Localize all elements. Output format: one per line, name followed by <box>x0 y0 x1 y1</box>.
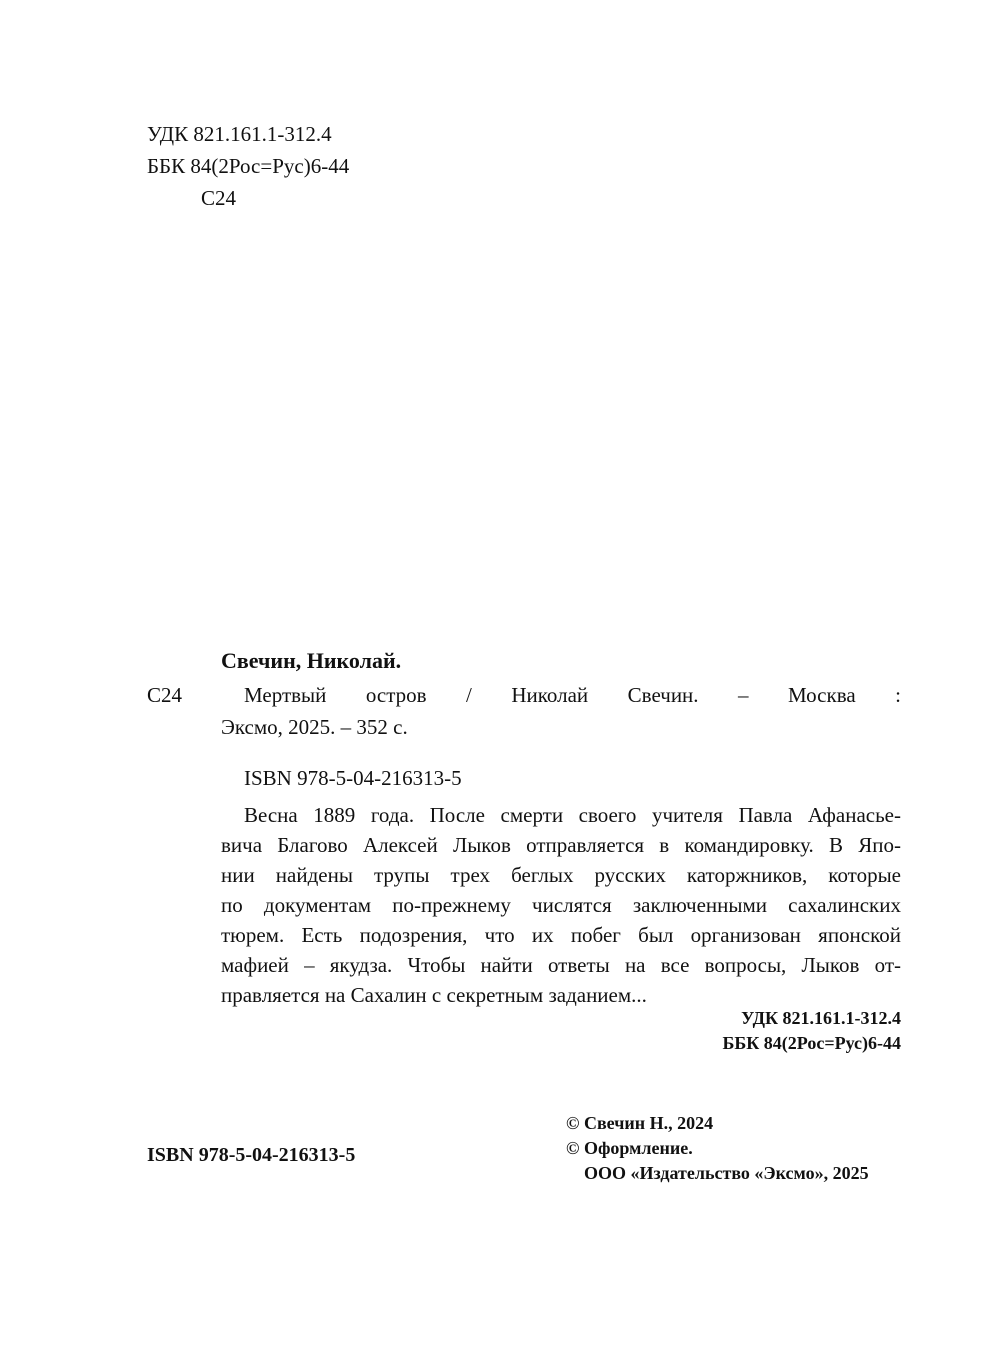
copyright-block <box>566 1111 869 1186</box>
author-sign-record: С24 <box>147 683 183 707</box>
udk-code-top: УДК 821.161.1-312.4 <box>147 122 332 146</box>
udk-code-bottom: УДК 821.161.1-312.4 <box>741 1008 901 1028</box>
title-line-1: Мертвый остров / Николай Свечин. – Москва : <box>244 683 901 707</box>
annotation <box>221 800 901 1010</box>
copyright-design: © Оформление. <box>566 1138 693 1158</box>
isbn-footer: ISBN 978-5-04-216313-5 <box>147 1144 356 1166</box>
annotation-line: тюрем. Есть подозрения, что их побег был организован японской <box>221 923 901 947</box>
copyright-publisher: ООО «Издательство «Эксмо», 2025 <box>584 1163 869 1183</box>
isbn-record: ISBN 978-5-04-216313-5 <box>244 766 462 790</box>
annotation-line: мафией – якудза. Чтобы найти ответы на все вопросы, Лыков от- <box>221 953 901 977</box>
author-heading: Свечин, Николай. <box>221 648 402 673</box>
copyright-author: © Свечин Н., 2024 <box>566 1113 714 1133</box>
annotation-line: Весна 1889 года. После смерти своего учителя Павла Афанасье- <box>244 803 901 827</box>
annotation-line: правляется на Сахалин с секретным заданием... <box>221 983 647 1007</box>
title-line-2: Эксмо, 2025. – 352 с. <box>221 715 408 739</box>
author-sign-top: С24 <box>201 186 237 210</box>
bbk-code-top: ББК 84(2Рос=Рус)6-44 <box>147 154 350 178</box>
annotation-line: по документам по-прежнему числятся заключенными сахалинских <box>221 893 901 917</box>
bbk-code-bottom: ББК 84(2Рос=Рус)6-44 <box>722 1033 901 1053</box>
annotation-line: вича Благово Алексей Лыков отправляется в командировку. В Япо- <box>221 833 901 857</box>
annotation-line: нии найдены трупы трех беглых русских каторжников, которые <box>221 863 901 887</box>
